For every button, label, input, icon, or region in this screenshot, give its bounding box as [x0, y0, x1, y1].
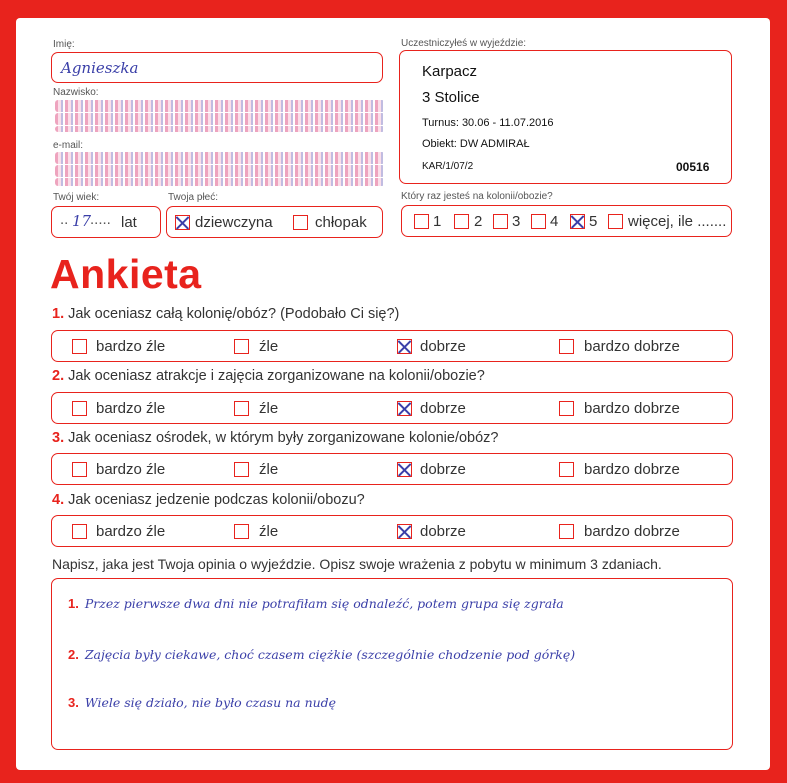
wiek-dots-2: ..... [90, 211, 111, 228]
q2-checkbox-dobrze[interactable] [397, 401, 412, 416]
q4-option-bardzo-dobrze: bardzo dobrze [584, 523, 680, 540]
q3-checkbox-dobrze[interactable] [397, 462, 412, 477]
q4-option-dobrze: dobrze [420, 523, 466, 540]
question-4-text: Jak oceniasz jedzenie podczas kolonii/obozu? [68, 492, 365, 508]
wiek-unit: lat [121, 214, 137, 231]
times-checkbox-1[interactable] [414, 214, 429, 229]
question-4-answers [51, 515, 733, 547]
q2-checkbox-bardzo-zle[interactable] [72, 401, 87, 416]
question-3 [52, 430, 498, 446]
q3-checkbox-zle[interactable] [234, 462, 249, 477]
q3-checkbox-bardzo-zle[interactable] [72, 462, 87, 477]
times-label: Który raz jesteś na kolonii/obozie? [401, 191, 553, 202]
opinion-line-2 [68, 647, 575, 662]
plec-checkbox-chlopak[interactable] [293, 215, 308, 230]
plec-label: Twoja płeć: [168, 192, 219, 203]
email-redacted [55, 152, 385, 164]
trip-place: Karpacz [422, 63, 478, 80]
nazwisko-redacted-3 [55, 126, 385, 132]
q1-option-bardzo-dobrze: bardzo dobrze [584, 338, 680, 355]
times-option-more: więcej, ile ....... [628, 213, 727, 230]
q4-checkbox-zle[interactable] [234, 524, 249, 539]
question-4-number: 4. [52, 492, 65, 508]
q2-option-zle: źle [259, 400, 279, 417]
q3-option-bardzo-dobrze: bardzo dobrze [584, 461, 680, 478]
times-checkbox-3[interactable] [493, 214, 508, 229]
q3-checkbox-bardzo-dobrze[interactable] [559, 462, 574, 477]
wiek-label: Twój wiek: [53, 192, 100, 203]
question-1 [52, 306, 399, 322]
times-checkbox-4[interactable] [531, 214, 546, 229]
question-4 [52, 492, 365, 508]
q1-option-bardzo-zle: bardzo źle [96, 338, 166, 355]
q2-option-bardzo-zle: bardzo źle [96, 400, 166, 417]
times-option-5: 5 [589, 213, 598, 230]
question-1-number: 1. [52, 306, 65, 322]
opinion-line-2-number: 2. [68, 647, 79, 662]
question-2-text: Jak oceniasz atrakcje i zajęcia zorganizowane na kolonii/obozie? [68, 368, 485, 384]
q2-option-bardzo-dobrze: bardzo dobrze [584, 400, 680, 417]
times-checkbox-5[interactable] [570, 214, 585, 229]
question-2 [52, 368, 485, 384]
nazwisko-label: Nazwisko: [53, 87, 99, 98]
plec-option-chlopak: chłopak [315, 214, 367, 231]
question-3-answers [51, 453, 733, 485]
q2-checkbox-bardzo-dobrze[interactable] [559, 401, 574, 416]
times-option-1: 1 [433, 213, 442, 230]
times-checkbox-2[interactable] [454, 214, 469, 229]
q1-checkbox-zle[interactable] [234, 339, 249, 354]
imie-label: Imię: [53, 39, 75, 50]
wiek-value: 17 [72, 212, 92, 230]
trip-name: 3 Stolice [422, 89, 480, 106]
q4-checkbox-dobrze[interactable] [397, 524, 412, 539]
plec-field [166, 206, 383, 238]
question-3-number: 3. [52, 430, 65, 446]
opinion-line-3-text: Wiele się działo, nie było czasu na nudę [84, 695, 337, 710]
trip-obiekt: Obiekt: DW ADMIRAŁ [422, 138, 530, 150]
plec-checkbox-dziewczyna[interactable] [175, 215, 190, 230]
question-1-answers [51, 330, 733, 362]
q3-option-dobrze: dobrze [420, 461, 466, 478]
q4-option-zle: źle [259, 523, 279, 540]
q1-checkbox-dobrze[interactable] [397, 339, 412, 354]
times-option-3: 3 [512, 213, 521, 230]
trip-number: 00516 [676, 160, 710, 174]
question-2-number: 2. [52, 368, 65, 384]
trip-turnus: Turnus: 30.06 - 11.07.2016 [422, 117, 554, 129]
opinion-line-1-number: 1. [68, 596, 79, 611]
question-1-text: Jak oceniasz całą kolonię/obóz? (Podobało Ci się?) [68, 306, 400, 322]
times-field [401, 205, 732, 237]
times-option-2: 2 [474, 213, 483, 230]
wiek-field[interactable] [51, 206, 161, 238]
nazwisko-redacted-2 [55, 113, 385, 125]
survey-title: Ankieta [50, 251, 202, 297]
wiek-dots: .. [60, 211, 69, 228]
q1-checkbox-bardzo-zle[interactable] [72, 339, 87, 354]
trip-label: Uczestniczyłeś w wyjeździe: [401, 38, 527, 49]
q1-option-zle: źle [259, 338, 279, 355]
email-redacted-3 [55, 178, 385, 186]
imie-value: Agnieszka [61, 59, 139, 77]
q4-checkbox-bardzo-zle[interactable] [72, 524, 87, 539]
question-3-text: Jak oceniasz ośrodek, w którym były zorganizowane kolonie/obóz? [68, 430, 499, 446]
opinion-line-2-text: Zajęcia były ciekawe, choć czasem ciężkie (szczególnie chodzenie pod górkę) [84, 647, 576, 662]
plec-option-dziewczyna: dziewczyna [195, 214, 273, 231]
q4-checkbox-bardzo-dobrze[interactable] [559, 524, 574, 539]
email-redacted-2 [55, 165, 385, 177]
question-2-answers [51, 392, 733, 424]
q1-checkbox-bardzo-dobrze[interactable] [559, 339, 574, 354]
times-option-4: 4 [550, 213, 559, 230]
opinion-line-1 [68, 596, 564, 611]
q2-checkbox-zle[interactable] [234, 401, 249, 416]
opinion-line-3 [68, 695, 336, 710]
trip-code: KAR/1/07/2 [422, 161, 474, 172]
q4-option-bardzo-zle: bardzo źle [96, 523, 166, 540]
opinion-line-1-text: Przez pierwsze dwa dni nie potrafiłam się odnaleźć, potem grupa się zgrała [84, 596, 564, 611]
opinion-field[interactable] [51, 578, 733, 750]
q2-option-dobrze: dobrze [420, 400, 466, 417]
times-checkbox-more[interactable] [608, 214, 623, 229]
email-label: e-mail: [53, 140, 84, 151]
imie-field[interactable] [51, 52, 383, 83]
trip-box [399, 50, 732, 184]
opinion-line-3-number: 3. [68, 695, 79, 710]
nazwisko-redacted [55, 100, 385, 112]
q3-option-bardzo-zle: bardzo źle [96, 461, 166, 478]
q1-option-dobrze: dobrze [420, 338, 466, 355]
opinion-prompt: Napisz, jaka jest Twoja opinia o wyjeździe. Opisz swoje wrażenia z pobytu w minimum 3 zdaniach. [52, 556, 662, 572]
q3-option-zle: źle [259, 461, 279, 478]
